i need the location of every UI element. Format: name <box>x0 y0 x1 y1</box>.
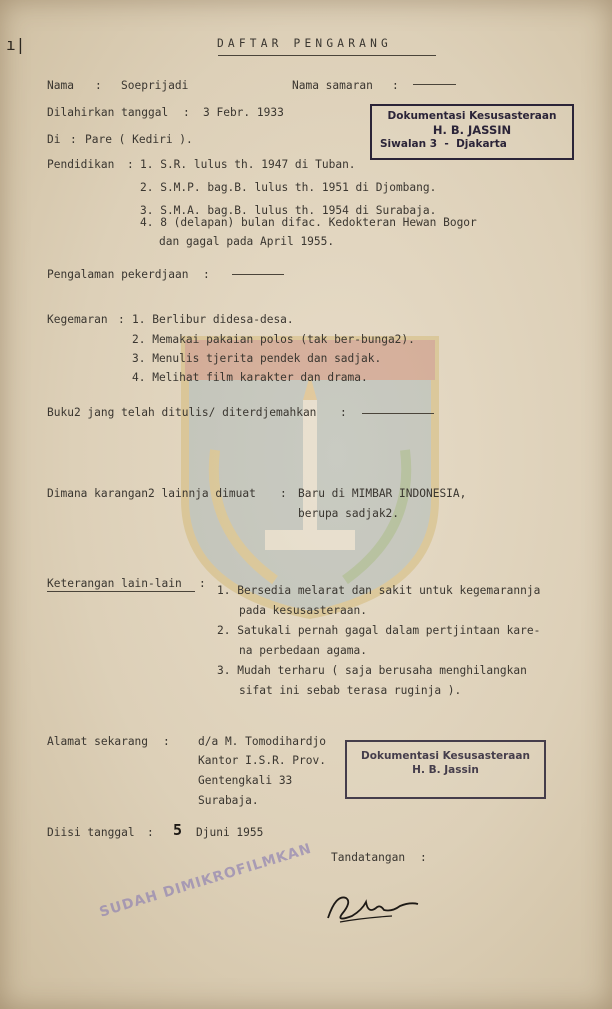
nama-label: Nama <box>47 79 74 92</box>
kegemaran-label: Kegemaran <box>47 313 108 326</box>
diisi-label: Diisi tanggal <box>47 826 135 839</box>
keterangan-line: 1. Bersedia melarat dan sakit untuk kegemarannja <box>217 584 541 597</box>
pengalaman-blank <box>232 274 284 275</box>
pendidikan-item: 4. 8 (delapan) bulan difac. Kedokteran Hewan Bogor <box>140 216 477 229</box>
dimuat-label: Dimana karangan2 lainnja dimuat <box>47 487 256 500</box>
keterangan-line: pada kesusasteraan. <box>239 604 367 617</box>
nama-samaran-label: Nama samaran <box>292 79 373 92</box>
pendidikan-item: dan gagal pada April 1955. <box>159 235 335 248</box>
margin-mark: ı| <box>6 35 26 54</box>
colon: : <box>280 487 287 500</box>
colon: : <box>95 79 102 92</box>
archive-stamp-faded: Dokumentasi Kesusasteraan H. B. Jassin <box>345 740 546 799</box>
title-underline <box>218 55 436 56</box>
colon: : <box>183 106 190 119</box>
dimuat-line: Baru di MIMBAR INDONESIA, <box>298 487 467 500</box>
kegemaran-item: 1. Berlibur didesa-desa. <box>132 313 294 326</box>
colon: : <box>199 577 206 590</box>
dimuat-line: berupa sadjak2. <box>298 507 400 520</box>
keterangan-line: 2. Satukali pernah gagal dalam pertjintaan kare- <box>217 624 541 637</box>
colon: : <box>70 133 77 146</box>
lahir-value: 3 Febr. 1933 <box>203 106 284 119</box>
lahir-label: Dilahirkan tanggal <box>47 106 169 119</box>
pendidikan-item: 3. S.M.A. bag.B. lulus th. 1954 di Surabaja. <box>140 204 437 217</box>
kegemaran-item: 3. Menulis tjerita pendek dan sadjak. <box>132 352 382 365</box>
colon: : <box>392 79 399 92</box>
keterangan-label: Keterangan lain-lain <box>47 577 182 590</box>
alamat-label: Alamat sekarang <box>47 735 149 748</box>
colon: : <box>203 268 210 281</box>
signature <box>322 888 422 928</box>
keterangan-line: sifat ini sebab terasa ruginja ). <box>239 684 462 697</box>
diisi-day: 5 <box>173 821 183 839</box>
kegemaran-item: 2. Memakai pakaian polos (tak ber-bunga2). <box>132 333 415 346</box>
colon: : <box>147 826 154 839</box>
buku-blank <box>362 413 434 414</box>
tandatangan-label: Tandatangan <box>331 851 406 864</box>
nama-samaran-blank <box>413 84 456 85</box>
colon: : <box>163 735 170 748</box>
buku-label: Buku2 jang telah ditulis/ diterdjemahkan <box>47 406 317 419</box>
di-value: Pare ( Kediri ). <box>85 133 193 146</box>
colon: : <box>118 313 125 326</box>
pendidikan-item: 2. S.M.P. bag.B. lulus th. 1951 di Djombang. <box>140 181 437 194</box>
alamat-line: Surabaja. <box>198 794 259 807</box>
colon: : <box>127 158 134 171</box>
page-title: DAFTAR PENGARANG <box>217 37 392 50</box>
colon: : <box>340 406 347 419</box>
alamat-line: d/a M. Tomodihardjo <box>198 735 326 748</box>
microfilm-watermark: SUDAH DIMIKROFILMKAN <box>97 840 314 921</box>
alamat-line: Kantor I.S.R. Prov. <box>198 754 326 767</box>
archive-stamp: Dokumentasi Kesusasteraan H. B. JASSIN Siwalan 3 - Djakarta <box>370 104 574 160</box>
diisi-date: Djuni 1955 <box>196 826 264 839</box>
colon: : <box>420 851 427 864</box>
keterangan-underline <box>47 591 195 592</box>
pengalaman-label: Pengalaman pekerdjaan <box>47 268 189 281</box>
alamat-line: Gentengkali 33 <box>198 774 293 787</box>
keterangan-line: na perbedaan agama. <box>239 644 367 657</box>
keterangan-line: 3. Mudah terharu ( saja berusaha menghilangkan <box>217 664 527 677</box>
di-label: Di <box>47 133 61 146</box>
nama-value: Soeprijadi <box>121 79 189 92</box>
pendidikan-label: Pendidikan <box>47 158 115 171</box>
kegemaran-item: 4. Melihat film karakter dan drama. <box>132 371 368 384</box>
pendidikan-item: 1. S.R. lulus th. 1947 di Tuban. <box>140 158 356 171</box>
